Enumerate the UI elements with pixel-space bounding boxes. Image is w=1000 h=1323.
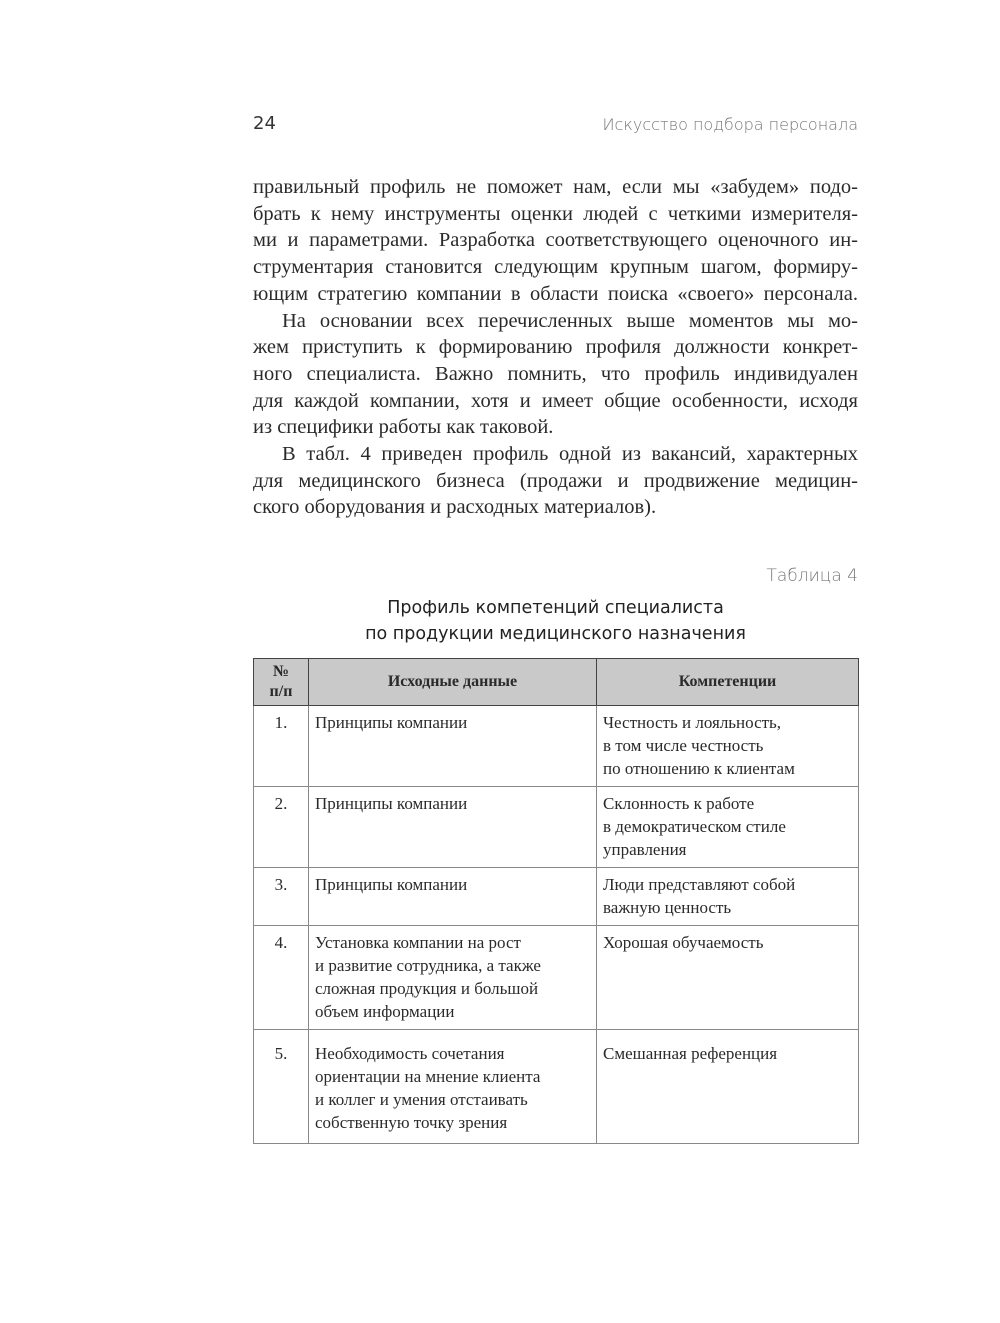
row-source: Необходимость сочетания ориентации на мнение клиента и коллег и умения отстаивать собственную точку зрения xyxy=(309,1030,597,1144)
row-number: 4. xyxy=(254,926,309,1030)
page-number: 24 xyxy=(253,113,276,134)
table-row xyxy=(254,706,859,787)
table-label: Таблица 4 xyxy=(766,566,858,586)
text-line: В табл. 4 приведен профиль одной из вакансий, характерных xyxy=(282,443,858,466)
table-title-line: Профиль компетенций специалиста xyxy=(387,598,724,618)
row-number: 5. xyxy=(254,1030,309,1144)
row-competence: Смешанная референция xyxy=(597,1030,859,1144)
table-row xyxy=(254,1030,859,1144)
row-competence: Хорошая обучаемость xyxy=(597,926,859,1030)
text-line: правильный профиль не поможет нам, если мы «забудем» подо- xyxy=(253,176,858,198)
competency-table xyxy=(253,658,859,1144)
text-line: из специфики работы как таковой. xyxy=(253,416,554,439)
row-number: 2. xyxy=(254,787,309,868)
row-competence: Склонность к работе в демократическом стиле управления xyxy=(597,787,859,868)
table-title-line: по продукции медицинского назначения xyxy=(365,624,746,644)
text-line: для медицинского бизнеса (продажи и продвижение медицин- xyxy=(253,469,858,492)
header-number: № п/п xyxy=(254,659,309,706)
row-competence: Люди представляют собой важную ценность xyxy=(597,868,859,926)
body-text xyxy=(253,174,858,521)
row-source: Установка компании на рост и развитие сотрудника, а также сложная продукция и большой объем информации xyxy=(309,926,597,1030)
text-line: жем приступить к формированию профиля должности конкрет- xyxy=(253,336,858,359)
text-line: ми и параметрами. Разработка соответствующего оценочного ин- xyxy=(253,229,858,252)
table-title xyxy=(253,595,858,647)
row-source: Принципы компании xyxy=(309,868,597,926)
row-number: 3. xyxy=(254,868,309,926)
text-line: струментария становится следующим крупным шагом, формиру- xyxy=(253,256,858,279)
row-competence: Честность и лояльность, в том числе честность по отношению к клиентам xyxy=(597,706,859,787)
running-title: Искусство подбора персонала xyxy=(602,115,858,134)
row-number: 1. xyxy=(254,706,309,787)
text-line: ющим стратегию компании в области поиска «своего» персонала. xyxy=(253,282,858,305)
header-competence: Компетенции xyxy=(597,659,859,706)
table-header-row xyxy=(254,659,859,706)
text-line: ского оборудования и расходных материалов). xyxy=(253,496,657,519)
table-row xyxy=(254,926,859,1030)
text-line: брать к нему инструменты оценки людей с четкими измерителя- xyxy=(253,202,858,225)
table-row xyxy=(254,787,859,868)
text-line: ного специалиста. Важно помнить, что профиль индивидуален xyxy=(253,362,858,385)
text-line: На основании всех перечисленных выше моментов мы мо- xyxy=(282,309,858,332)
text-line: для каждой компании, хотя и имеет общие особенности, исходя xyxy=(253,389,858,412)
header-source: Исходные данные xyxy=(309,659,597,706)
table-row xyxy=(254,868,859,926)
row-source: Принципы компании xyxy=(309,706,597,787)
row-source: Принципы компании xyxy=(309,787,597,868)
